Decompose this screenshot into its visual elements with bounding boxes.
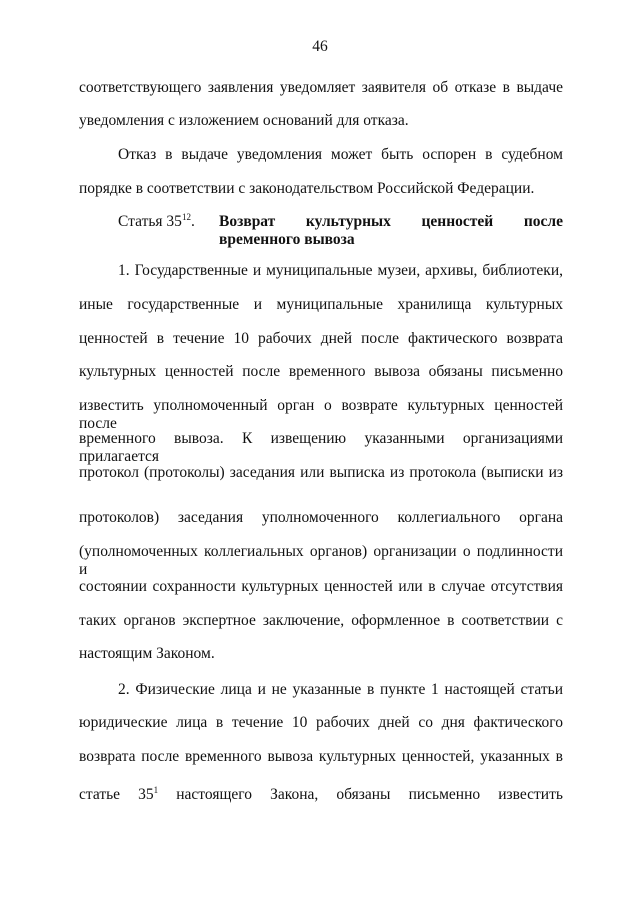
text-line: известить уполномоченный орган о возврате культурных ценностей после [79,397,563,432]
text-line: временного вывоза. К извещению указанными организациями прилагается [79,430,563,465]
text-line: протоколов) заседания уполномоченного коллегиального органа [79,509,563,526]
page-number: 46 [312,38,328,55]
text-line: юридические лица в течение 10 рабочих дней со дня фактического [79,714,563,731]
word: настоящего [176,786,252,803]
text-line: возврата после временного вывоза культурных ценностей, указанных в [79,748,563,765]
text-line: таких органов экспертное заключение, оформленное в соответствии с [79,612,563,629]
word: известить [498,786,563,803]
text-line: культурных ценностей после временного вывоза обязаны письменно [79,363,563,380]
text-line: протокол (протоколы) заседания или выписка из протокола (выписки из [79,464,563,481]
text-line: соответствующего заявления уведомляет заявителя об отказе в выдаче [79,79,563,96]
text-line: Отказ в выдаче уведомления может быть оспорен в судебном [118,146,563,163]
article-ref: $35^1$ [138,785,159,803]
word: письменно [408,786,481,803]
article-title: Возврат культурных ценностей после временного вывоза [219,213,563,248]
text-line: (уполномоченных коллегиальных органов) организации о подлинности и [79,543,563,578]
text-line: порядке в соответствии с законодательством Российской Федерации. [79,180,535,197]
word: Закона, [270,786,319,803]
text-line: состоянии сохранности культурных ценностей или в случае отсутствия [79,578,563,595]
word: обязаны [336,786,391,803]
text-line: уведомления с изложением оснований для отказа. [79,112,409,129]
text-line: 2. Физические лица и не указанные в пункте 1 настоящей статьи [118,681,563,698]
text-line: настоящим Законом. [79,645,215,662]
text-line: иные государственные и муниципальные хранилища культурных [79,296,563,313]
text-line: ценностей в течение 10 рабочих дней после фактического возврата [79,330,563,347]
article-label: Статья $35^{12}$. [118,212,195,230]
text-line: 1. Государственные и муниципальные музеи, архивы, библиотеки, [118,262,563,279]
text-line [79,786,563,804]
word: статье [79,786,121,803]
